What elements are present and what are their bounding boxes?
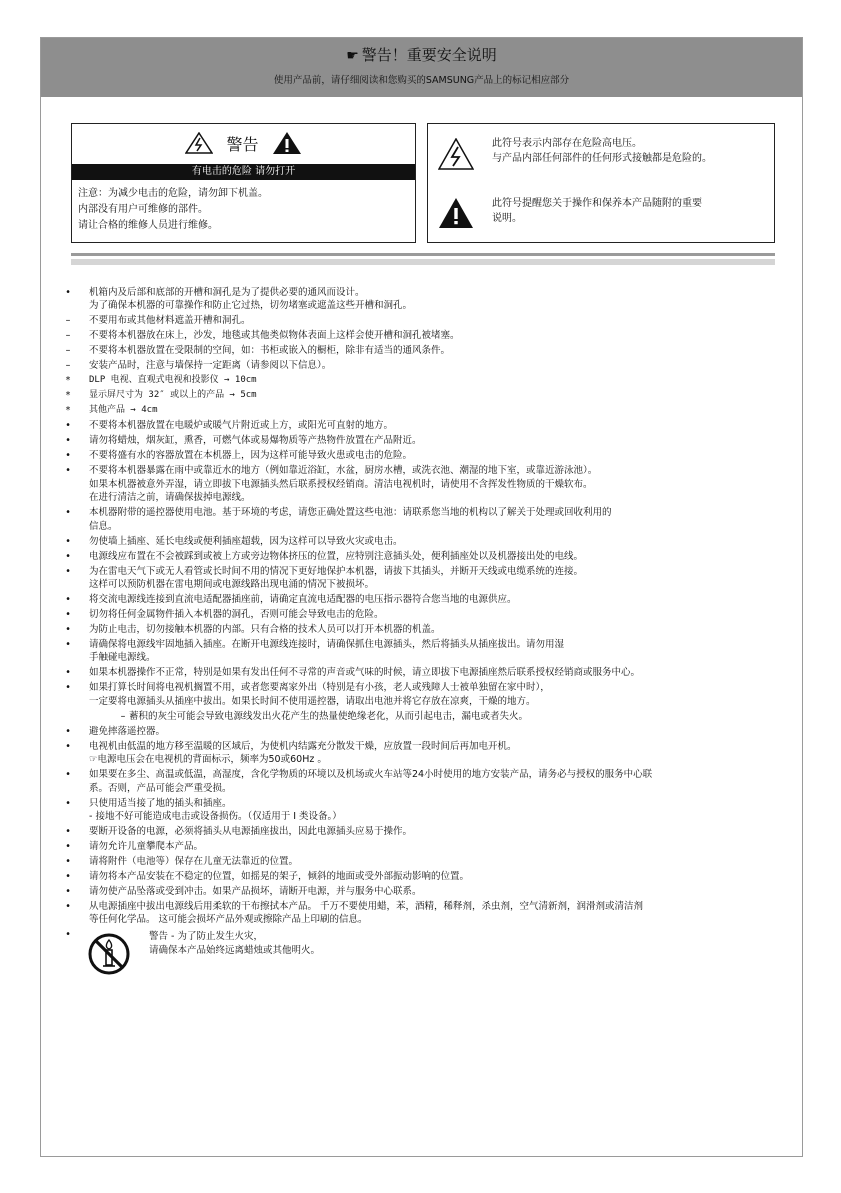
list-item <box>59 359 799 372</box>
symbol-instructions-text: 此符号提醒您关于操作和保养本产品随附的重要 说明。 <box>492 198 702 224</box>
bullet-marker: • <box>65 886 71 898</box>
item-text-line: 如果要在多尘、高温或低温，高湿度，含化学物质的环境以及机场或火车站等24小时使用的地方安装产品，请务必与授权的服务中心联 <box>89 769 653 781</box>
item-text-line: 为防止电击，切勿接触本机器的内部。只有合格的技术人员可以打开本机器的机盖。 <box>89 624 441 636</box>
safety-instructions-list <box>59 286 799 978</box>
item-text-line: 请确保将电源线牢固地插入插座。在断开电源线连接时，请确保抓住电源插头，然后将插头从插座拔出。请勿用湿 <box>89 639 565 651</box>
list-item <box>59 389 799 402</box>
bullet-marker: • <box>65 594 71 606</box>
list-item <box>59 740 799 767</box>
bullet-marker: • <box>65 507 71 519</box>
bullet-marker: • <box>65 565 71 577</box>
bullet-marker: • <box>65 624 71 636</box>
list-item <box>59 710 799 723</box>
item-text-line: 避免摔落遥控器。 <box>89 725 166 737</box>
item-text-line: 电源线应布置在不会被踩到或被上方或旁边物体挤压的位置，应特别注意插头处，便利插座处以及机器接出处的电线。 <box>89 550 584 562</box>
shock-hazard-bar: 有电击的危险 请勿打开 <box>72 164 415 180</box>
item-text-line: 不要将本机器放置在电暖炉或暖气片附近或上方，或阳光可直射的地方。 <box>89 420 394 432</box>
header-band <box>41 38 802 97</box>
item-text-line: 将交流电源线连接到直流电适配器插座前，请确定直流电适配器的电压指示器符合您当地的电源供应。 <box>89 594 517 606</box>
item-text-line: 不要将盛有水的容器放置在本机器上，因为这样可能导致火患或电击的危险。 <box>89 450 413 462</box>
bullet-marker: • <box>65 841 71 853</box>
list-item <box>59 608 799 621</box>
list-item-fire-warning <box>59 928 799 978</box>
list-item <box>59 870 799 883</box>
list-item <box>59 565 799 592</box>
symbol-voltage-text: 此符号表示内部存在危险高电压。 与产品内部任何部件的任何形式接触都是危险的。 <box>492 138 712 164</box>
item-text-line: 从电源插座中拔出电源线后用柔软的干布擦拭本产品。 千万不要使用蜡，苯，酒精，稀释剂，杀虫剂，空气清新剂，润滑剂或清洁剂 <box>89 901 644 913</box>
list-item <box>59 404 799 417</box>
list-item <box>59 314 799 327</box>
bullet-marker: • <box>65 740 71 752</box>
bullet-marker: • <box>65 287 71 298</box>
bullet-marker: * <box>65 390 71 402</box>
list-item <box>59 855 799 868</box>
bullet-marker: • <box>65 535 71 547</box>
list-item <box>59 885 799 898</box>
item-text-line: 为在雷电天气下或无人看管或长时间不用的情况下更好地保护本机器，请拔下其插头，并断开天线或电缆系统的连接。 <box>89 565 584 577</box>
bullet-marker: • <box>65 550 71 562</box>
item-text-line: 为了确保本机器的可靠操作和防止它过热，切勿堵塞或遮盖这些开槽和洞孔。 <box>89 300 413 312</box>
item-text-line: 其他产品 → 4cm <box>89 405 158 416</box>
item-text-line: 请勿使产品坠落或受到冲击。如果产品损坏，请断开电源，并与服务中心联系。 <box>89 886 422 898</box>
warning-notes: 注意：为减少电击的危险，请勿卸下机盖。 内部没有用户可维修的部件。 请让合格的维修人员进行维修。 <box>78 188 268 231</box>
bullet-marker: • <box>65 450 71 462</box>
bullet-marker: – <box>65 315 71 327</box>
bullet-marker: • <box>65 639 71 651</box>
item-text-line: ☞电源电压会在电视机的背面标示，频率为50或60Hz 。 <box>89 754 327 766</box>
bullet-marker: * <box>65 405 71 417</box>
item-text-line: 蓄积的灰尘可能会导致电源线发出火花产生的热量使绝缘老化，从而引起电击，漏电或者失火。 <box>129 710 529 722</box>
bullet-marker: • <box>65 797 71 809</box>
item-text-line: 在进行清洁之前，请确保拔掉电源线。 <box>89 492 251 504</box>
symbol-explanation-box <box>427 123 775 243</box>
list-item <box>59 681 799 708</box>
pointing-hand-icon: ☛ <box>346 48 359 64</box>
list-item <box>59 900 799 927</box>
bullet-marker: • <box>65 871 71 883</box>
bullet-marker: – <box>65 345 71 357</box>
fire-warning-text: 警告 - 为了防止发生火灾， 请确保本产品始终远离蜡烛或其他明火。 <box>149 931 321 956</box>
page-subtitle: 使用产品前，请仔细阅读和您购买的SAMSUNG产品上的标记相应部分 <box>273 75 570 86</box>
warning-title: 警告 <box>72 131 415 155</box>
item-text-line: 一定要将电源插头从插座中拔出。如果长时间不使用遥控器，请取出电池并将它存放在凉爽，干燥的地方。 <box>89 695 536 707</box>
bullet-marker: • <box>65 769 71 781</box>
list-item <box>59 449 799 462</box>
item-text-line: 系。否则，产品可能会严重受损。 <box>89 782 232 794</box>
bullet-marker: – <box>65 330 71 342</box>
bullet-marker: • <box>65 826 71 838</box>
item-text-line: 电视机由低温的地方移至温暖的区域后，为使机内结露充分散发干燥，应放置一段时间后再加电开机。 <box>89 740 517 752</box>
list-item <box>59 535 799 548</box>
list-item <box>59 593 799 606</box>
list-item <box>59 374 799 387</box>
item-text-line: 不要用布或其他材料遮盖开槽和洞孔。 <box>89 315 251 327</box>
list-item <box>59 797 799 824</box>
list-item <box>59 638 799 665</box>
warning-label-box <box>71 123 416 243</box>
list-item <box>59 623 799 636</box>
divider <box>71 253 775 256</box>
list-item <box>59 344 799 357</box>
list-item <box>59 329 799 342</box>
item-text-line: 勿使墙上插座、延长电线或便利插座超载，因为这样可以导致火灾或电击。 <box>89 535 403 547</box>
item-text-line: 请勿允许儿童攀爬本产品。 <box>89 841 204 853</box>
page-frame <box>40 37 803 1157</box>
list-item <box>59 419 799 432</box>
lightning-triangle-icon <box>185 132 213 154</box>
item-text-line: 本机器附带的遥控器使用电池。基于环境的考虑，请您正确处置这些电池：请联系您当地的机构以了解关于处理或回收利用的 <box>89 507 612 519</box>
item-text-line: 信息。 <box>89 520 118 532</box>
bullet-marker: • <box>65 420 71 432</box>
list-item <box>59 434 799 447</box>
bullet-marker: – <box>65 360 71 372</box>
bullet-marker: – <box>120 710 126 722</box>
bullet-marker: • <box>65 682 71 694</box>
bullet-marker: • <box>65 465 71 477</box>
bullet-marker: • <box>65 856 71 868</box>
list-item <box>59 725 799 738</box>
exclamation-triangle-icon <box>272 131 302 155</box>
list-item <box>59 506 799 533</box>
bullet-marker: • <box>65 667 71 679</box>
list-item <box>59 550 799 563</box>
page-title: ☛ 警告！重要安全说明 <box>346 46 497 64</box>
item-text-line: 只使用适当接了地的插头和插座。 <box>89 797 232 809</box>
item-text-line: 请勿将本产品安装在不稳定的位置，如摇晃的架子，倾斜的地面或受外部振动影响的位置。 <box>89 871 470 883</box>
item-text-line: 等任何化学品。 这可能会损坏产品外观或擦除产品上印刷的信息。 <box>89 914 368 926</box>
item-text-line: 机箱内及后部和底部的开槽和洞孔是为了提供必要的通风而设计。 <box>89 287 365 298</box>
item-text-line: 不要将本机器放置在受限制的空间，如：书柜或嵌入的橱柜，除非有适当的通风条件。 <box>89 345 451 357</box>
item-text-line: 不要将本机器暴露在雨中或靠近水的地方（例如靠近浴缸，水盆，厨房水槽，或洗衣池、潮湿的地下室，或靠近游泳池）。 <box>89 465 598 477</box>
item-text-line: 不要将本机器放在床上，沙发，地毯或其他类似物体表面上这样会使开槽和洞孔被堵塞。 <box>89 330 460 342</box>
bullet-marker: * <box>65 375 71 387</box>
item-text-line: 请勿将蜡烛，烟灰缸，熏香，可燃气体或易爆物质等产热物件放置在产品附近。 <box>89 435 422 447</box>
bullet-marker: • <box>65 609 71 621</box>
item-text-line: 如果本机器操作不正常，特别是如果有发出任何不寻常的声音或气味的时候，请立即拔下电源插座然后联系授权经销商或服务中心。 <box>89 667 641 679</box>
list-item <box>59 464 799 504</box>
bullet-marker: • <box>65 725 71 737</box>
item-text-line: 安装产品时，注意与墙保持一定距离（请参阅以下信息）。 <box>89 360 332 372</box>
exclamation-triangle-icon <box>438 197 474 229</box>
item-text-line: 这样可以预防机器在雷电期间或电源线路出现电涌的情况下被损坏。 <box>89 579 375 591</box>
bullet-marker: • <box>65 929 71 941</box>
lightning-triangle-icon <box>438 138 474 170</box>
divider-shade <box>71 259 775 265</box>
no-open-flame-icon <box>87 932 131 976</box>
item-text-line: 显示屏尺寸为 32″ 或以上的产品 → 5cm <box>89 390 257 401</box>
item-text-line: 如果本机器被意外弄湿，请立即拔下电源插头然后联系授权经销商。清洁电视机时，请使用不含挥发性物质的干燥软布。 <box>89 478 593 490</box>
list-item <box>59 666 799 679</box>
item-text-line: 要断开设备的电源，必须将插头从电源插座拔出，因此电源插头应易于操作。 <box>89 826 413 838</box>
item-text-line: DLP 电视、直观式电视和投影仪 → 10cm <box>89 375 257 386</box>
item-text-line: 切勿将任何金属物件插入本机器的洞孔，否则可能会导致电击的危险。 <box>89 609 384 621</box>
list-item <box>59 840 799 853</box>
item-text-line: 请将附件（电池等）保存在儿童无法靠近的位置。 <box>89 856 299 868</box>
bullet-marker: • <box>65 435 71 447</box>
list-item <box>59 768 799 795</box>
item-text-line: 手触碰电源线。 <box>89 652 156 664</box>
list-item <box>59 825 799 838</box>
item-text-line: - 接地不好可能造成电击或设备损伤。（仅适用于 Ⅰ 类设备。） <box>89 811 342 823</box>
item-text-line: 如果打算长时间将电视机搁置不用，或者您要离家外出（特别是有小孩，老人或残障人士被单独留在家中时）， <box>89 682 550 694</box>
list-item <box>59 286 799 313</box>
bullet-marker: • <box>65 901 71 913</box>
